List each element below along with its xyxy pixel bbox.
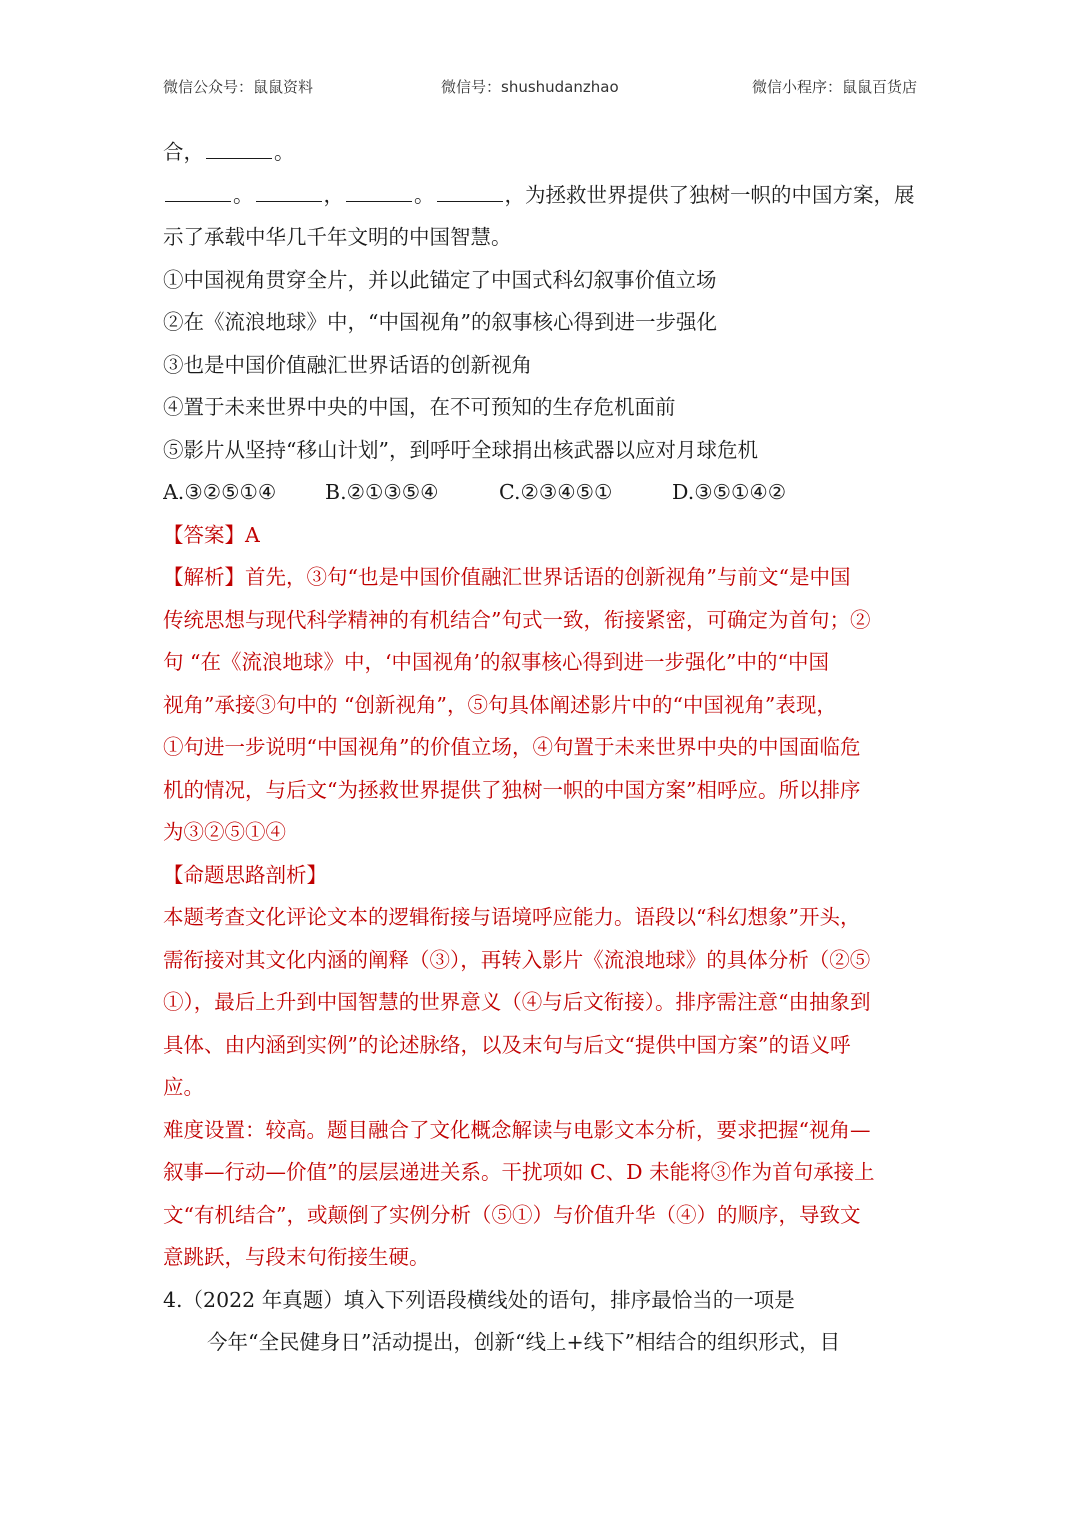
thinking-title: 【命题思路剖析】: [163, 862, 327, 887]
answer-options: [163, 471, 919, 514]
question-line-1: 合， 。: [163, 131, 919, 174]
sentence-item: ②在《流浪地球》中，“中国视角”的叙事核心得到进一步强化: [163, 310, 717, 334]
next-question-title: 4.（2022 年真题）填入下列语段横线处的语句，排序最恰当的一项是: [163, 1287, 795, 1312]
sentence-item: ①中国视角贯穿全片，并以此锚定了中国式科幻叙事价值立场: [163, 267, 717, 292]
question-line-2: 。 ， 。 ，为拯救世界提供了独树一帜的中国方案，展: [163, 174, 919, 217]
thinking-line: 应。: [163, 1075, 204, 1099]
sentence-item: ④置于未来世界中央的中国，在不可预知的生存危机面前: [163, 395, 676, 419]
document-body: [163, 131, 919, 1364]
difficulty-line: 意跳跃，与段末句衔接生硬。: [163, 1245, 430, 1269]
analysis-line: 机的情况，与后文“为拯救世界提供了独树一帜的中国方案”相呼应。所以排序: [163, 777, 861, 802]
option-d: D.③⑤①④②: [672, 480, 787, 504]
answer-blank: [165, 179, 231, 202]
answer-blank: [346, 179, 412, 202]
answer-blank: [206, 136, 272, 159]
analysis-line: 传统思想与现代科学精神的有机结合”句式一致，衔接紧密，可确定为首句；②: [163, 607, 871, 632]
sentence-item: ⑤影片从坚持“移山计划”，到呼吁全球捐出核武器以应对月球危机: [163, 437, 758, 462]
answer-blank: [256, 179, 322, 202]
analysis-line: 为③②⑤①④: [163, 820, 286, 844]
page-header: [163, 76, 917, 104]
thinking-line: 本题考查文化评论文本的逻辑衔接与语境呼应能力。语段以“科幻想象”开头，: [163, 905, 861, 929]
difficulty-line: 难度设置：较高。题目融合了文化概念解读与电影文本分析，要求把握“视角—: [163, 1117, 871, 1142]
header-wechat-account: 微信公众号：鼠鼠资料: [163, 78, 314, 96]
analysis-line: 句 “在《流浪地球》中，‘中国视角’的叙事核心得到进一步强化”中的“中国: [163, 650, 829, 674]
difficulty-line: 叙事—行动—价值”的层层递进关系。干扰项如 C、D 未能将③作为首句承接上: [163, 1160, 875, 1184]
option-c: C.②③④⑤①: [499, 480, 613, 504]
thinking-line: 具体、由内涵到实例”的论述脉络，以及末句与后文“提供中国方案”的语义呼: [163, 1032, 851, 1057]
option-b: B.②①③⑤④: [325, 480, 439, 504]
analysis-line: 视角”承接③句中的 “创新视角”，⑤句具体阐述影片中的“中国视角”表现，: [163, 692, 837, 717]
difficulty-line: 文“有机结合”，或颠倒了实例分析（⑤①）与价值升华（④）的顺序，导致文: [163, 1202, 861, 1227]
question-line-3: 示了承载中华几千年文明的中国智慧。: [163, 225, 512, 249]
sentence-item: ③也是中国价值融汇世界话语的创新视角: [163, 352, 532, 377]
thinking-line: 需衔接对其文化内涵的阐释（③），再转入影片《流浪地球》的具体分析（②⑤: [163, 947, 871, 972]
analysis-line: 【解析】首先，③句“也是中国价值融汇世界话语的创新视角”与前文“是中国: [163, 565, 851, 589]
header-mini-program: 微信小程序：鼠鼠百货店: [751, 78, 917, 96]
header-wechat-id: 微信号：shushudanzhao: [441, 78, 619, 96]
thinking-line: ①），最后上升到中国智慧的世界意义（④与后文衔接）。排序需注意“由抽象到: [163, 990, 871, 1014]
answer-line: 【答案】A: [163, 522, 260, 547]
next-question-text: 今年“全民健身日”活动提出，创新“线上+线下”相结合的组织形式，目: [207, 1330, 841, 1354]
option-a: A.③②⑤①④: [163, 480, 277, 504]
answer-blank: [437, 179, 503, 202]
analysis-line: ①句进一步说明“中国视角”的价值立场，④句置于未来世界中央的中国面临危: [163, 735, 861, 759]
